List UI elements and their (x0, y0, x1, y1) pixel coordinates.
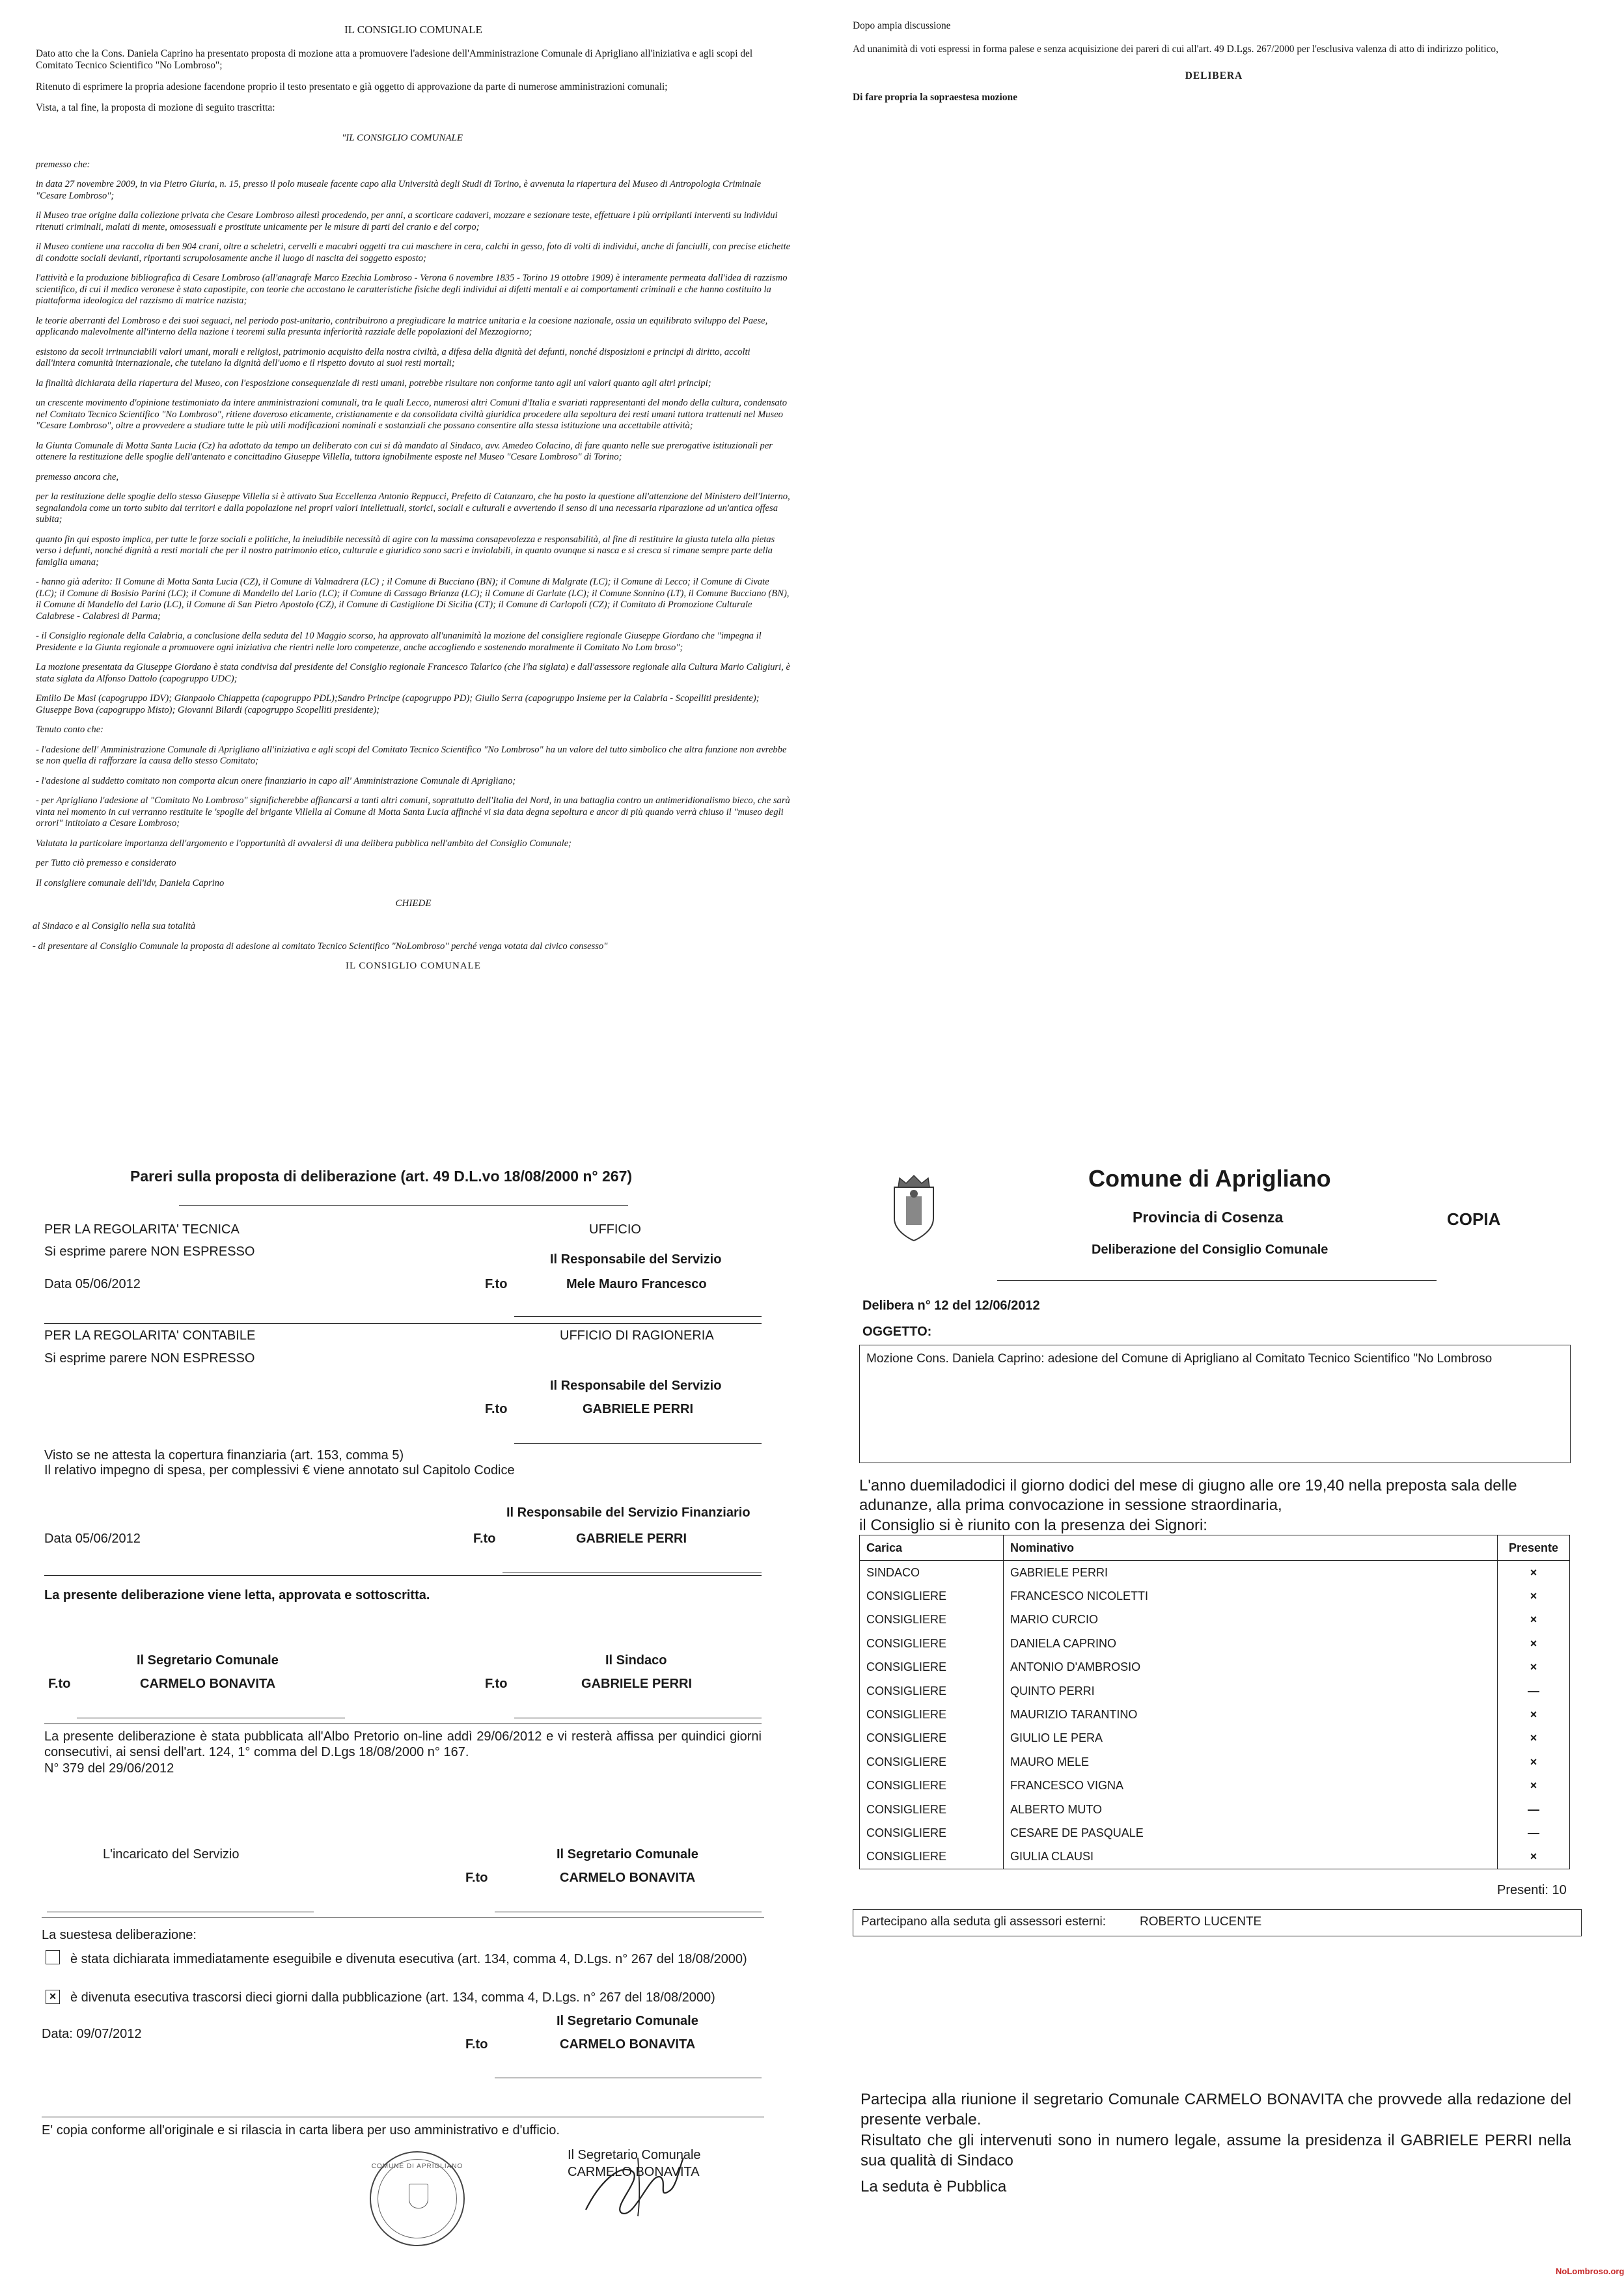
provincia: Provincia di Cosenza (1133, 1209, 1284, 1226)
column-nominativo: Nominativo (1004, 1535, 1498, 1561)
delibera-votazione: Ad unanimità di voti espressi in forma palese e senza acquisizione dei pareri di cui all'art. 49 D.Lgs. 267/2000 per l'esclusiva valenza di atto di indirizzo politico, (853, 44, 1498, 55)
tecnica-parere: Si esprime parere NON ESPRESSO (44, 1244, 255, 1259)
oggetto-label: OGGETTO: (862, 1325, 932, 1339)
divider (44, 1575, 762, 1576)
table-row (860, 1679, 1570, 1703)
tecnica-ufficio: UFFICIO (589, 1222, 641, 1237)
nominativo-cell: ANTONIO D'AMBROSIO (1004, 1656, 1498, 1679)
divider (44, 1323, 762, 1324)
motion-premesso: premesso che: (36, 159, 90, 170)
motion-chiede: CHIEDE (395, 898, 432, 909)
motion-closing: IL CONSIGLIO COMUNALE (346, 961, 481, 972)
delibera-dispositivo: Di fare propria la sopraestesa mozione (853, 92, 1017, 103)
contabile-label: PER LA REGOLARITA' CONTABILE (44, 1328, 256, 1343)
tipo-deliberazione: Deliberazione del Consiglio Comunale (1092, 1243, 1328, 1257)
motion-paragraph: Emilio De Masi (capogruppo IDV); Gianpaolo Chiappetta (capogruppo PDL);Sandro Principe (capogruppo PD); Giulio Serra (capogruppo Insieme per la Calabria - Scopelliti presidente); Giuseppe Bova (capogruppo Misto); Giovanni Bilardi (capogruppo Scopelliti presidente); (36, 693, 760, 715)
presente-cell: × (1498, 1727, 1570, 1750)
carica-cell: CONSIGLIERE (860, 1703, 1004, 1726)
assessori-nome: ROBERTO LUCENTE (1140, 1915, 1262, 1929)
nominativo-cell: GIULIA CLAUSI (1004, 1845, 1498, 1869)
tecnica-data: Data 05/06/2012 (44, 1277, 141, 1291)
table-row (860, 1750, 1570, 1774)
presente-cell: — (1498, 1679, 1570, 1703)
intro-text: L'anno duemiladodici il giorno dodici del mese di giugno alle ore 19,40 nella preposta sala delle adunanze, alla prima convocazione in sessione straordinaria, (859, 1477, 1517, 1514)
pareri-title: Pareri sulla proposta di deliberazione (art. 49 D.L.vo 18/08/2000 n° 267) (130, 1168, 633, 1185)
closing-segretario: Partecipa alla riunione il segretario Comunale CARMELO BONAVITA che provvede alla redazione del presente verbale. (860, 2091, 1571, 2129)
table-row (860, 1703, 1570, 1726)
oggetto-box (859, 1345, 1571, 1463)
visto-copertura: Visto se ne attesta la copertura finanziaria (art. 153, comma 5) (44, 1448, 404, 1463)
nominativo-cell: GIULIO LE PERA (1004, 1727, 1498, 1750)
motion-heading: IL CONSIGLIO COMUNALE (344, 23, 482, 36)
esecutiva-option: è divenuta esecutiva trascorsi dieci giorni dalla pubblicazione (art. 134, comma 4, D.Lgs. n° 267 del 18/08/2000) (70, 1990, 715, 2005)
copia-conforme: E' copia conforme all'originale e si rilascia in carta libera per uso amministrativo e d'ufficio. (42, 2123, 560, 2138)
motion-intro-2: Ritenuto di esprimere la propria adesione facendone proprio il testo presentato e già oggetto di approvazione da parte di numerose amministrazioni comunali; (36, 81, 668, 92)
delibera-discussione: Dopo ampia discussione (853, 20, 951, 31)
finanziario-data: Data 05/06/2012 (44, 1532, 141, 1546)
divider (997, 1280, 1437, 1281)
table-row (860, 1608, 1570, 1632)
motion-paragraph: la finalità dichiarata della riapertura del Museo, con l'esposizione consequenziale di resti umani, potrebbe risultare non conforme tanto agli uni valori quanto agli altri principi; (36, 378, 711, 389)
nominativo-cell: MAURO MELE (1004, 1750, 1498, 1774)
delibera-section (853, 20, 1575, 150)
verbale-section (846, 1152, 1624, 2282)
carica-cell: CONSIGLIERE (860, 1821, 1004, 1845)
data-esecutiva: Data: 09/07/2012 (42, 2027, 142, 2041)
motion-paragraph: esistono da secoli irrinunciabili valori umani, morali e religiosi, patrimonio acquisito della nostra civiltà, a difesa della dignità dei defunti, nonché disposizioni e principi di diritto, accolti dall'intera comunità internazionale, che tutelano la dignità dell'uomo e il rispetto dovuto ai suoi resti mortali; (36, 346, 750, 369)
sindaco-nome: GABRIELE PERRI (581, 1677, 693, 1691)
attendance-table (859, 1535, 1570, 1869)
sindaco-label: Il Sindaco (605, 1653, 667, 1668)
nominativo-cell: FRANCESCO NICOLETTI (1004, 1584, 1498, 1608)
presente-cell: × (1498, 1608, 1570, 1632)
carica-cell: CONSIGLIERE (860, 1656, 1004, 1679)
copia-label: COPIA (1447, 1209, 1501, 1229)
motion-section (33, 20, 791, 1061)
carica-cell: CONSIGLIERE (860, 1727, 1004, 1750)
motion-quote-title: "IL CONSIGLIO COMUNALE (342, 132, 463, 143)
table-row (860, 1727, 1570, 1750)
segretario-label: Il Segretario Comunale (557, 1847, 698, 1862)
comune-title: Comune di Aprigliano (1088, 1165, 1331, 1192)
column-carica: Carica (860, 1535, 1004, 1561)
presente-cell: × (1498, 1561, 1570, 1585)
motion-paragraph: per Tutto ciò premesso e considerato (36, 858, 176, 869)
watermark-logo: NoLombroso.org (1556, 2266, 1624, 2276)
tecnica-label: PER LA REGOLARITA' TECNICA (44, 1222, 240, 1237)
motion-paragraph: la Giunta Comunale di Motta Santa Lucia (Cz) ha adottato da tempo un deliberato con cui si dà mandato al Sindaco, avv. Amedeo Colacino, di fare quanto nelle sue prerogative istituzionali per ottenere la restituzione delle spoglie dell'antenato e concittadino Giuseppe Villella, tuttora ignobilmente esposte nel Museo "Cesare Lombroso" di Torino; (36, 440, 773, 463)
fto-label: F.to (473, 1532, 496, 1546)
letta-approvata: La presente deliberazione viene letta, approvata e sottoscritta. (44, 1588, 430, 1602)
table-header-row (860, 1535, 1570, 1561)
delibera-numero: Delibera n° 12 del 12/06/2012 (862, 1299, 1040, 1313)
immediata-option: è stata dichiarata immediatamente eseguibile e divenuta esecutiva (art. 134, comma 4, D.Lgs. n° 267 del 18/08/2000) (70, 1952, 747, 1966)
nominativo-cell: QUINTO PERRI (1004, 1679, 1498, 1703)
carica-cell: CONSIGLIERE (860, 1774, 1004, 1798)
assessori-box (853, 1909, 1582, 1936)
finanziario-nome: GABRIELE PERRI (576, 1532, 687, 1546)
seal-lettering: COMUNE DI APRIGLIANO (371, 2163, 463, 2170)
segretario-label: Il Segretario Comunale (137, 1653, 279, 1668)
fto-label: F.to (485, 1402, 508, 1416)
nominativo-cell: MARIO CURCIO (1004, 1608, 1498, 1632)
pubblicazione-text: La presente deliberazione è stata pubblicata all'Albo Pretorio on-line addì 29/06/2012 e vi resterà affissa per quindici giorni consecutivi, ai sensi dell'art. 124, 1° comma del D.Lgs 18/08/2000 n° 167. (44, 1729, 762, 1759)
fto-label: F.to (465, 1871, 488, 1885)
motion-paragraph: per la restituzione delle spoglie dello stesso Giuseppe Villella si è attivato Sua Eccellenza Antonio Reppucci, Prefetto di Catanzaro, che ha posto la questione all'attenzione del Ministero dell'Interno, segnalandola come un torto subito dai territori e dalla popolazione nei propri valori intellettuali, storici, sociali e culturali e avvertendo il senso di una necessaria riparazione ad un'antica offesa subita; (36, 491, 790, 525)
carica-cell: CONSIGLIERE (860, 1679, 1004, 1703)
segretario-nome: CARMELO BONAVITA (560, 1871, 696, 1885)
carica-cell: CONSIGLIERE (860, 1845, 1004, 1869)
fto-label: F.to (485, 1277, 508, 1291)
presente-cell: — (1498, 1821, 1570, 1845)
assessori-label: Partecipano alla seduta gli assessori esterni: (861, 1915, 1106, 1929)
firma-segretario-label: Il Segretario Comunale (568, 2148, 701, 2162)
closing-presidenza: Risultato che gli intervenuti sono in numero legale, assume la presidenza il GABRIELE PERRI nella sua qualità di Sindaco (860, 2132, 1571, 2170)
carica-cell: CONSIGLIERE (860, 1632, 1004, 1655)
presente-cell: × (1498, 1632, 1570, 1655)
table-row (860, 1821, 1570, 1845)
motion-paragraph: La mozione presentata da Giuseppe Giordano è stata condivisa dal presidente del Consiglio regionale Francesco Talarico (che l'ha siglata) e dall'assessore regionale alla Cultura Mario Caligiuri, è stata siglata da Alfonso Dattolo (capogruppo UDC); (36, 662, 790, 684)
motion-al-sindaco: al Sindaco e al Consiglio nella sua totalità (33, 921, 196, 932)
suestesa-label: La suestesa deliberazione: (42, 1928, 197, 1942)
presente-cell: × (1498, 1750, 1570, 1774)
closing-seduta: La seduta è Pubblica (860, 2178, 1007, 2195)
segretario-nome: CARMELO BONAVITA (140, 1677, 276, 1691)
oggetto-text: Mozione Cons. Daniela Caprino: adesione del Comune di Aprigliano al Comitato Tecnico Scientifico "No Lombroso (866, 1352, 1493, 1366)
motion-paragraph: l'attività e la produzione bibliografica di Cesare Lombroso (all'anagrafe Marco Ezechia Lombroso - Verona 6 novembre 1835 - Torino 19 ottobre 1909) è interamente permeata dall'idea di razzismo scientifico, di cui il medico veronese è stato capostipite, con teorie che accostano le caratteristiche fisiche degli individui ai difetti mentali e ai comportamenti criminali e che hanno costituito la piattaforma ideologica del razzismo di matrice nazista; (36, 273, 788, 307)
nominativo-cell: MAURIZIO TARANTINO (1004, 1703, 1498, 1726)
motion-di-presentare: - di presentare al Consiglio Comunale la proposta di adesione al comitato Tecnico Scientifico "NoLombroso" perché venga votata dal civico consesso" (33, 941, 608, 952)
incaricato-label: L'incaricato del Servizio (103, 1847, 240, 1862)
pubblicazione-numero: N° 379 del 29/06/2012 (44, 1761, 174, 1776)
motion-paragraph: - l'adesione dell' Amministrazione Comunale di Aprigliano all'iniziativa e agli scopi del Comitato Tecnico Scientifico "No Lombroso" ha un valore del tutto simbolico che altra funzione non avrebbe se non quella di rafforzare la causa dello stesso Comitato; (36, 744, 787, 767)
presente-cell: × (1498, 1774, 1570, 1798)
motion-paragraph: - il Consiglio regionale della Calabria, a conclusione della seduta del 10 Maggio scorso, ha approvato all'unanimità la mozione del consigliere regionale Giuseppe Giordano che "impegna il Presidente e la Giunta regionale a promuovere ogni iniziativa che rientri nelle loro competenze, anche accogliendo e sostenendo moralmente il Comitato No Lom broso"; (36, 631, 762, 653)
tecnica-responsabile: Il Responsabile del Servizio (550, 1252, 722, 1267)
motion-paragraph: - per Aprigliano l'adesione al "Comitato No Lombroso" significherebbe affiancarsi a tanti altri comuni, soprattutto dell'Italia del Nord, in una battaglia contro un antimeridionalismo bieco, che sarà vinta nel momento in cui verranno restituite le 'spoglie del brigante Villella al Comune di Motta Santa Lucia affinché vi sia data degna sepoltura e ancor di più quando verrà chiuso il "museo degli orrori" intitolato a Cesare Lombroso; (36, 795, 790, 829)
carica-cell: CONSIGLIERE (860, 1750, 1004, 1774)
motion-paragraph: Il consigliere comunale dell'idv, Daniela Caprino (36, 877, 225, 888)
visto-impegno: Il relativo impegno di spesa, per complessivi € viene annotato sul Capitolo Codice (44, 1463, 515, 1478)
fto-label: F.to (485, 1677, 508, 1691)
immediata-checkbox[interactable] (46, 1950, 60, 1964)
municipal-seal-icon (370, 2151, 465, 2246)
segretario-label: Il Segretario Comunale (557, 2014, 698, 2028)
motion-paragraph: quanto fin qui esposto implica, per tutte le forze sociali e politiche, la ineludibile necessità di agire con la massima consapevolezza e responsabilità, al fine di restituire la giusta tutela alla pietas verso i defunti, nonché dignità a resti mortali che per il nostro patrimonio etico, culturale e giuridico sono sacri e inviolabili, in quanto ovunque si nasca e si cresca si rimane sempre parte della famiglia umana; (36, 534, 775, 568)
carica-cell: CONSIGLIERE (860, 1584, 1004, 1608)
fto-label: F.to (48, 1677, 71, 1691)
presente-cell: × (1498, 1845, 1570, 1869)
intro-presenza: il Consiglio si è riunito con la presenza dei Signori: (859, 1517, 1207, 1534)
table-row (860, 1845, 1570, 1869)
fto-label: F.to (465, 2037, 488, 2052)
contabile-nome: GABRIELE PERRI (583, 1402, 694, 1416)
motion-paragraph: le teorie aberranti del Lombroso e dei suoi seguaci, nel periodo post-unitario, contribuirono a pregiudicare la matrice unitaria e la coesione nazionale, ossia un equilibrato sviluppo del Paese, applicando malevolmente all'interno della nazione i teoremi sulla presunta inferiorità razziale delle popolazioni del Mezzogiorno; (36, 315, 768, 338)
signature-line (514, 1316, 762, 1317)
table-row (860, 1774, 1570, 1798)
nominativo-cell: DANIELA CAPRINO (1004, 1632, 1498, 1655)
table-row (860, 1584, 1570, 1608)
carica-cell: CONSIGLIERE (860, 1798, 1004, 1821)
contabile-ufficio: UFFICIO DI RAGIONERIA (560, 1328, 714, 1343)
table-row (860, 1656, 1570, 1679)
carica-cell: SINDACO (860, 1561, 1004, 1585)
signature-icon (573, 2145, 690, 2223)
contabile-responsabile: Il Responsabile del Servizio (550, 1379, 722, 1393)
motion-paragraph: il Museo trae origine dalla collezione privata che Cesare Lombroso allestì procedendo, per anni, a scorticare cadaveri, mozzare e sezionare teste, effettuare i più orripilanti interventi su individui ritenuti criminali, malati di mente, omosessuali e prostitute unicamente per le misure di parti del cranio e del corpo; (36, 210, 778, 232)
motion-paragraph: Tenuto conto che: (36, 724, 104, 735)
delibera-heading: DELIBERA (1185, 70, 1243, 82)
motion-paragraph: Valutata la particolare importanza dell'argomento e l'opportunità di avvalersi di una delibera pubblica nell'ambito del Consiglio Comunale; (36, 838, 572, 849)
segretario-nome: CARMELO BONAVITA (560, 2037, 696, 2052)
motion-intro-3: Vista, a tal fine, la proposta di mozione di seguito trascritta: (36, 102, 275, 114)
presente-cell: — (1498, 1798, 1570, 1821)
table-row (860, 1632, 1570, 1655)
firma-segretario-nome: CARMELO BONAVITA (568, 2165, 700, 2179)
nominativo-cell: ALBERTO MUTO (1004, 1798, 1498, 1821)
motion-intro-1: Dato atto che la Cons. Daniela Caprino ha presentato proposta di mozione atta a promuovere l'adesione dell'Amministrazione Comunale di Aprigliano all'iniziativa e agli scopi del Comitato Tecnico Scientifico "No Lombroso"; (36, 48, 753, 72)
carica-cell: CONSIGLIERE (860, 1608, 1004, 1632)
nominativo-cell: FRANCESCO VIGNA (1004, 1774, 1498, 1798)
presente-cell: × (1498, 1703, 1570, 1726)
presenti-count: Presenti: 10 (1497, 1883, 1567, 1897)
motion-paragraph: - l'adesione al suddetto comitato non comporta alcun onere finanziario in capo all' Amministrazione Comunale di Aprigliano; (36, 775, 516, 786)
motion-paragraph: il Museo contiene una raccolta di ben 904 crani, oltre a scheletri, cervelli e macabri oggetti tra cui maschere in cera, calchi in gesso, foto di volti di individui, anche di fanciulli, con precise etichette di condotte sociali devianti, riportanti scrupolosamente anche il luogo di nascita del soggetto esposto; (36, 241, 791, 264)
nominativo-cell: GABRIELE PERRI (1004, 1561, 1498, 1585)
column-presente: Presente (1498, 1535, 1570, 1561)
motion-premesso-ancora: premesso ancora che, (36, 471, 119, 482)
pareri-section (0, 1152, 807, 2282)
contabile-parere: Si esprime parere NON ESPRESSO (44, 1351, 255, 1366)
motion-paragraph: un crescente movimento d'opinione testimoniato da intere amministrazioni comunali, tra le quali Lecco, numerosi altri Comuni d'Italia e svariati rappresentanti del mondo della cultura, condensato nel Comitato Tecnico Scientifico "No Lombroso", ritiene doveroso eticamente, cristianamente e da consolidata civiltà giuridica procedere alla sepoltura dei resti umani tuttora trattenuti nel Museo "Cesare Lombroso", oltre a provvedere a studiare tutte le più utili modificazioni nominali e sostanziali che possano consentire alla stessa istituzione una accettabile attività; (36, 398, 788, 432)
presente-cell: × (1498, 1584, 1570, 1608)
finanziario-responsabile: Il Responsabile del Servizio Finanziario (506, 1505, 750, 1520)
table-row (860, 1561, 1570, 1585)
presente-cell: × (1498, 1656, 1570, 1679)
coat-of-arms-icon (887, 1173, 941, 1244)
motion-paragraph: in data 27 novembre 2009, in via Pietro Giuria, n. 15, presso il polo museale facente capo alla Università degli Studi di Torino, è avvenuta la riapertura del Museo di Antropologia Criminale "Cesare Lombroso"; (36, 179, 762, 201)
signature-line (514, 1443, 762, 1444)
esecutiva-checkbox[interactable]: × (46, 1990, 60, 2004)
table-row (860, 1798, 1570, 1821)
tecnica-nome: Mele Mauro Francesco (566, 1277, 707, 1291)
nominativo-cell: CESARE DE PASQUALE (1004, 1821, 1498, 1845)
divider (179, 1205, 628, 1206)
motion-paragraph: - hanno già aderito: Il Comune di Motta Santa Lucia (CZ), il Comune di Valmadrera (LC) ; il Comune di Bucciano (BN); il Comune di Malgrate (LC); il Comune di Lecco; il Comune di Civate (LC); il Comune di Bosisio Parini (LC); il Comune di Mandello del Lario (LC); il Comune di Cassago Brianza (LC); il Comune di Garlate (LC); il Comune Sonnino (LT), il Comune Bucciano (BN), il Comune di Mandello del Lario (LC), il Comune di San Pietro Apostolo (CZ), il Comune di Castiglione Di Sicilia (CT); il Comune di Carlopoli (CZ); il Comitato di Promozione Culturale Calabrese - Calabresi di Parma; (36, 577, 790, 622)
